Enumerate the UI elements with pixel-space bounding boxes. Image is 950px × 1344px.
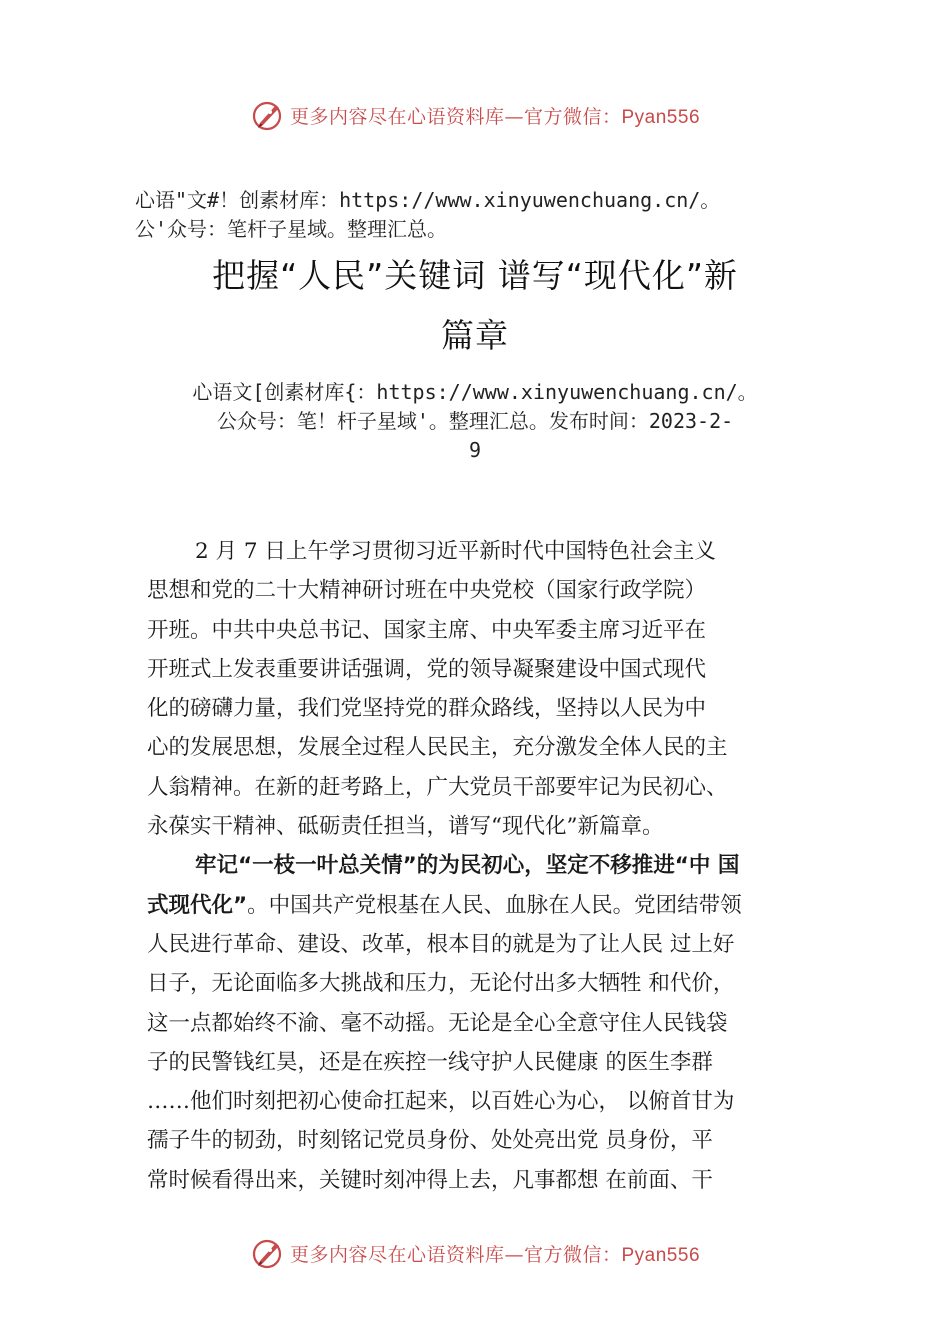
body-line: 永葆实干精神、砥砺责任担当，谱写“现代化”新篇章。: [147, 814, 664, 840]
source-note-top-line: 公'众号：笔杆子星域。整理汇总。: [135, 217, 448, 241]
source-note-top: [135, 186, 835, 244]
body-line: 人翁精神。在新的赶考路上，广大党员干部要牢记为民初心、: [147, 774, 728, 800]
paragraph-1: [147, 532, 837, 846]
source-note-meta: [150, 378, 800, 465]
source-note-meta-line: 公众号：笔！杆子星域'。整理汇总。发布时间：2023-2-: [216, 409, 734, 433]
title-line: 篇章: [441, 316, 509, 355]
body-line: 子的民警钱红昊，还是在疾控一线守护人民健康 的医生李群: [147, 1049, 713, 1075]
pen-logo-icon: [250, 1235, 286, 1271]
body-line: 日子，无论面临多大挑战和压力，无论付出多大牺牲 和代价，: [147, 971, 735, 997]
paragraph-2: [147, 846, 837, 1200]
body-line: 常时候看得出来，关键时刻冲得上去，凡事都想 在前面、干: [147, 1167, 713, 1193]
body-line: 心的发展思想，发展全过程人民民主，充分激发全体人民的主: [147, 735, 728, 761]
article-body: [147, 532, 837, 1200]
body-text: 。中国共产党根基在人民、血脉在人民。党团结带领: [247, 892, 742, 918]
body-line: 化的磅礴力量，我们党坚持党的群众路线，坚持以人民为中: [147, 696, 707, 722]
watermark-banner-top: [0, 95, 950, 135]
body-line: 开班式上发表重要讲话强调，党的领导凝聚建设中国式现代: [147, 656, 707, 682]
body-line: [147, 886, 837, 925]
body-line: 思想和党的二十大精神研讨班在中央党校（国家行政学院）: [147, 578, 707, 604]
body-line: 孺子牛的韧劲，时刻铭记党员身份、处处亮出党 员身份，平: [147, 1128, 713, 1154]
paragraph-heading: 牢记“一枝一叶总关情”的为民初心，坚定不移推进“中 国: [195, 853, 740, 879]
watermark-text: 更多内容尽在心语资料库—官方微信：Pyan556: [289, 1243, 701, 1266]
watermark-banner-bottom: [0, 1233, 950, 1273]
body-line: 人民进行革命、建设、改革，根本目的就是为了让人民 过上好: [147, 931, 735, 957]
title-line: 把握“人民”关键词 谱写“现代化”新: [212, 256, 738, 295]
body-line: ……他们时刻把初心使命扛起来，以百姓心为心， 以俯首甘为: [147, 1089, 735, 1115]
body-line: 开班。中共中央总书记、国家主席、中央军委主席习近平在: [147, 617, 707, 643]
watermark-text: 更多内容尽在心语资料库—官方微信：Pyan556: [289, 105, 701, 128]
body-line: 这一点都始终不渝、毫不动摇。无论是全心全意守住人民钱袋: [147, 1010, 728, 1036]
source-note-top-line: 心语"文#！创素材库：https://www.xinyuwenchuang.cn/。: [135, 188, 721, 212]
body-line: [147, 846, 837, 885]
paragraph-heading: 式现代化”: [147, 892, 248, 918]
source-note-meta-line: 9: [468, 438, 482, 462]
pen-logo-icon: [250, 97, 286, 133]
document-title: [100, 246, 850, 366]
source-note-meta-line: 心语文[创素材库{：https://www.xinyuwenchuang.cn/。: [192, 380, 758, 404]
body-line: 2 月 7 日上午学习贯彻习近平新时代中国特色社会主义: [195, 539, 716, 564]
